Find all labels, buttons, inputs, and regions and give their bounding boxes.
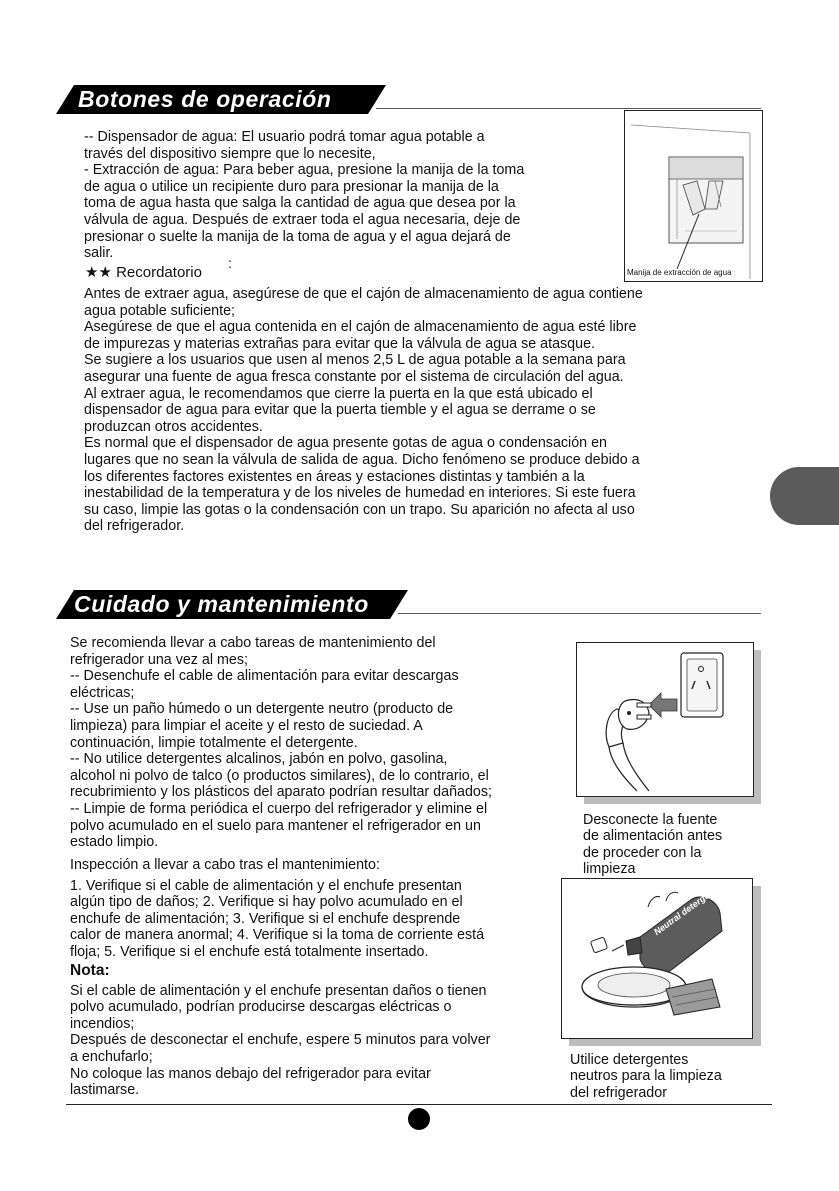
page-marker bbox=[408, 1108, 430, 1130]
caption-line: limpieza bbox=[583, 861, 636, 878]
text-line: a enchufarlo; bbox=[70, 1048, 153, 1065]
caption-line: de alimentación antes bbox=[583, 828, 723, 845]
section-title: Cuidado y mantenimiento bbox=[74, 591, 369, 617]
text-line: través del dispositivo siempre que lo necesite, bbox=[84, 145, 376, 162]
text-line: -- Desenchufe el cable de alimentación para evitar descargas bbox=[70, 668, 459, 685]
text-line: eléctricas; bbox=[70, 684, 135, 701]
text-line: - Extracción de agua: Para beber agua, presione la manija de la toma bbox=[84, 162, 525, 179]
text-line: Se sugiere a los usuarios que usen al menos 2,5 L de agua potable a la semana para bbox=[84, 352, 626, 369]
footer-rule bbox=[66, 1104, 772, 1105]
text-line: -- No utilice detergentes alcalinos, jabón en polvo, gasolina, bbox=[70, 751, 448, 768]
caption-line: neutros para la limpieza bbox=[570, 1068, 722, 1085]
text-line: lastimarse. bbox=[70, 1082, 140, 1099]
text-line: calor de manera anormal; 4. Verifique si la toma de corriente está bbox=[70, 927, 485, 944]
text-line: Es normal que el dispensador de agua presente gotas de agua o condensación en bbox=[84, 435, 608, 452]
text-line: Asegúrese de que el agua contenida en el cajón de almacenamiento de agua esté libre bbox=[84, 319, 637, 336]
text-line: presionar o suelte la manija de la toma de agua y el agua dejará de bbox=[84, 228, 511, 245]
unplug-caption bbox=[583, 812, 722, 878]
text-line: válvula de agua. Después de extraer toda el agua necesaria, deje de bbox=[84, 211, 521, 228]
text-line: lugares que no sean la válvula de salida de agua. Dicho fenómeno se produce debido a bbox=[84, 451, 640, 468]
section-header-operation bbox=[56, 85, 386, 114]
text-line: No coloque las manos debajo del refrigerador para evitar bbox=[70, 1065, 431, 1082]
text-line: salir. bbox=[84, 245, 114, 262]
section-header-maintenance bbox=[56, 590, 408, 619]
detergent-label: Neutral detergent bbox=[652, 885, 719, 938]
note-section bbox=[70, 963, 490, 1099]
text-line: -- Use un paño húmedo o un detergente neutro (producto de bbox=[70, 701, 454, 718]
header-rule bbox=[376, 108, 761, 109]
text-line: recubrimiento y los plásticos del aparato podrían resultar dañados; bbox=[70, 784, 492, 801]
detergent-figure bbox=[561, 878, 753, 1039]
text-line: toma de agua hasta que salga la cantidad de agua que desea por la bbox=[84, 195, 516, 212]
unplug-figure bbox=[576, 642, 754, 797]
text-line: -- Limpie de forma periódica el cuerpo del refrigerador y elimine el bbox=[70, 800, 488, 817]
text-line: algún tipo de daños; 2. Verifique si hay polvo acumulado en el bbox=[70, 894, 463, 911]
text-line: 1. Verifique si el cable de alimentación y el enchufe presentan bbox=[70, 877, 462, 894]
text-line: agua potable suficiente; bbox=[84, 302, 236, 319]
reminder-label: Recordatorio bbox=[116, 264, 202, 281]
dispenser-description bbox=[84, 129, 524, 262]
text-line: del refrigerador. bbox=[84, 518, 185, 535]
caption-line: Utilice detergentes bbox=[570, 1052, 689, 1068]
text-line: produzcan otros accidentes. bbox=[84, 418, 263, 435]
detergent-caption bbox=[570, 1052, 722, 1101]
text-line: Se recomienda llevar a cabo tareas de mantenimiento del bbox=[70, 635, 436, 651]
reminder-colon: : bbox=[228, 255, 232, 271]
text-line: enchufe de alimentación; 3. Verifique si el enchufe desprende bbox=[70, 910, 461, 927]
text-line: Al extraer agua, le recomendamos que cierre la puerta en la que está ubicado el bbox=[84, 385, 593, 402]
text-line: asegurar una fuente de agua fresca constante por el sistema de circulación del agua. bbox=[84, 368, 624, 385]
plug-socket-illustration bbox=[577, 643, 753, 796]
text-line: polvo acumulado, podrían producirse descargas eléctricas o bbox=[70, 999, 452, 1016]
dispenser-figure bbox=[624, 110, 763, 282]
text-line: floja; 5. Verifique si el enchufe está totalmente insertado. bbox=[70, 943, 429, 960]
text-line: alcohol ni polvo de talco (o productos similares), de lo contrario, el bbox=[70, 767, 489, 784]
side-tab bbox=[770, 467, 839, 525]
caption-line: del refrigerador bbox=[570, 1084, 667, 1101]
text-line: limpieza) para limpiar el aceite y el resto de suciedad. A bbox=[70, 717, 423, 734]
inspection-section bbox=[70, 857, 484, 961]
reminder-text bbox=[84, 286, 643, 535]
text-line: incendios; bbox=[70, 1015, 135, 1032]
text-line: Después de desconectar el enchufe, espere 5 minutos para volver bbox=[70, 1032, 491, 1049]
text-line: estado limpio. bbox=[70, 834, 159, 851]
caption-line: Desconecte la fuente bbox=[583, 812, 718, 828]
text-line: refrigerador una vez al mes; bbox=[70, 651, 248, 668]
reminder-heading bbox=[85, 263, 202, 281]
text-line: dispensador de agua para evitar que la puerta tiemble y el agua se derrame o se bbox=[84, 402, 596, 419]
text-line: su caso, limpie las gotas o la condensación con un trapo. Su aparición no afecta al uso bbox=[84, 501, 635, 518]
section-title: Botones de operación bbox=[78, 86, 332, 112]
text-line: Antes de extraer agua, asegúrese de que el cajón de almacenamiento de agua contiene bbox=[84, 286, 643, 302]
maintenance-text bbox=[70, 635, 492, 851]
text-line: -- Dispensador de agua: El usuario podrá tomar agua potable a bbox=[84, 129, 485, 145]
text-line: inestabilidad de la temperatura y de los niveles de humedad en interiores. Si este fuera bbox=[84, 485, 636, 502]
figure-label: Manija de extracción de agua bbox=[627, 268, 732, 277]
caption-line: de proceder con la bbox=[583, 844, 702, 861]
star-icon: ★★ bbox=[85, 264, 112, 281]
detergent-illustration bbox=[562, 879, 752, 1038]
text-line: de impurezas y materias extrañas para evitar que la válvula de agua se atasque. bbox=[84, 335, 596, 352]
inspection-title: Inspección a llevar a cabo tras el mantenimiento: bbox=[70, 857, 380, 873]
text-line: de agua o utilice un recipiente duro para presionar la manija de la bbox=[84, 178, 499, 195]
text-line: los diferentes factores existentes en áreas y estaciones distintas y también a la bbox=[84, 468, 585, 485]
water-dispenser-illustration bbox=[625, 111, 762, 281]
note-title: Nota: bbox=[70, 962, 110, 979]
text-line: continuación, limpie totalmente el detergente. bbox=[70, 734, 358, 751]
text-line: polvo acumulado en el suelo para mantener el refrigerador en un bbox=[70, 817, 481, 834]
text-line: Si el cable de alimentación y el enchufe presentan daños o tienen bbox=[70, 982, 487, 999]
header-rule bbox=[398, 613, 761, 614]
